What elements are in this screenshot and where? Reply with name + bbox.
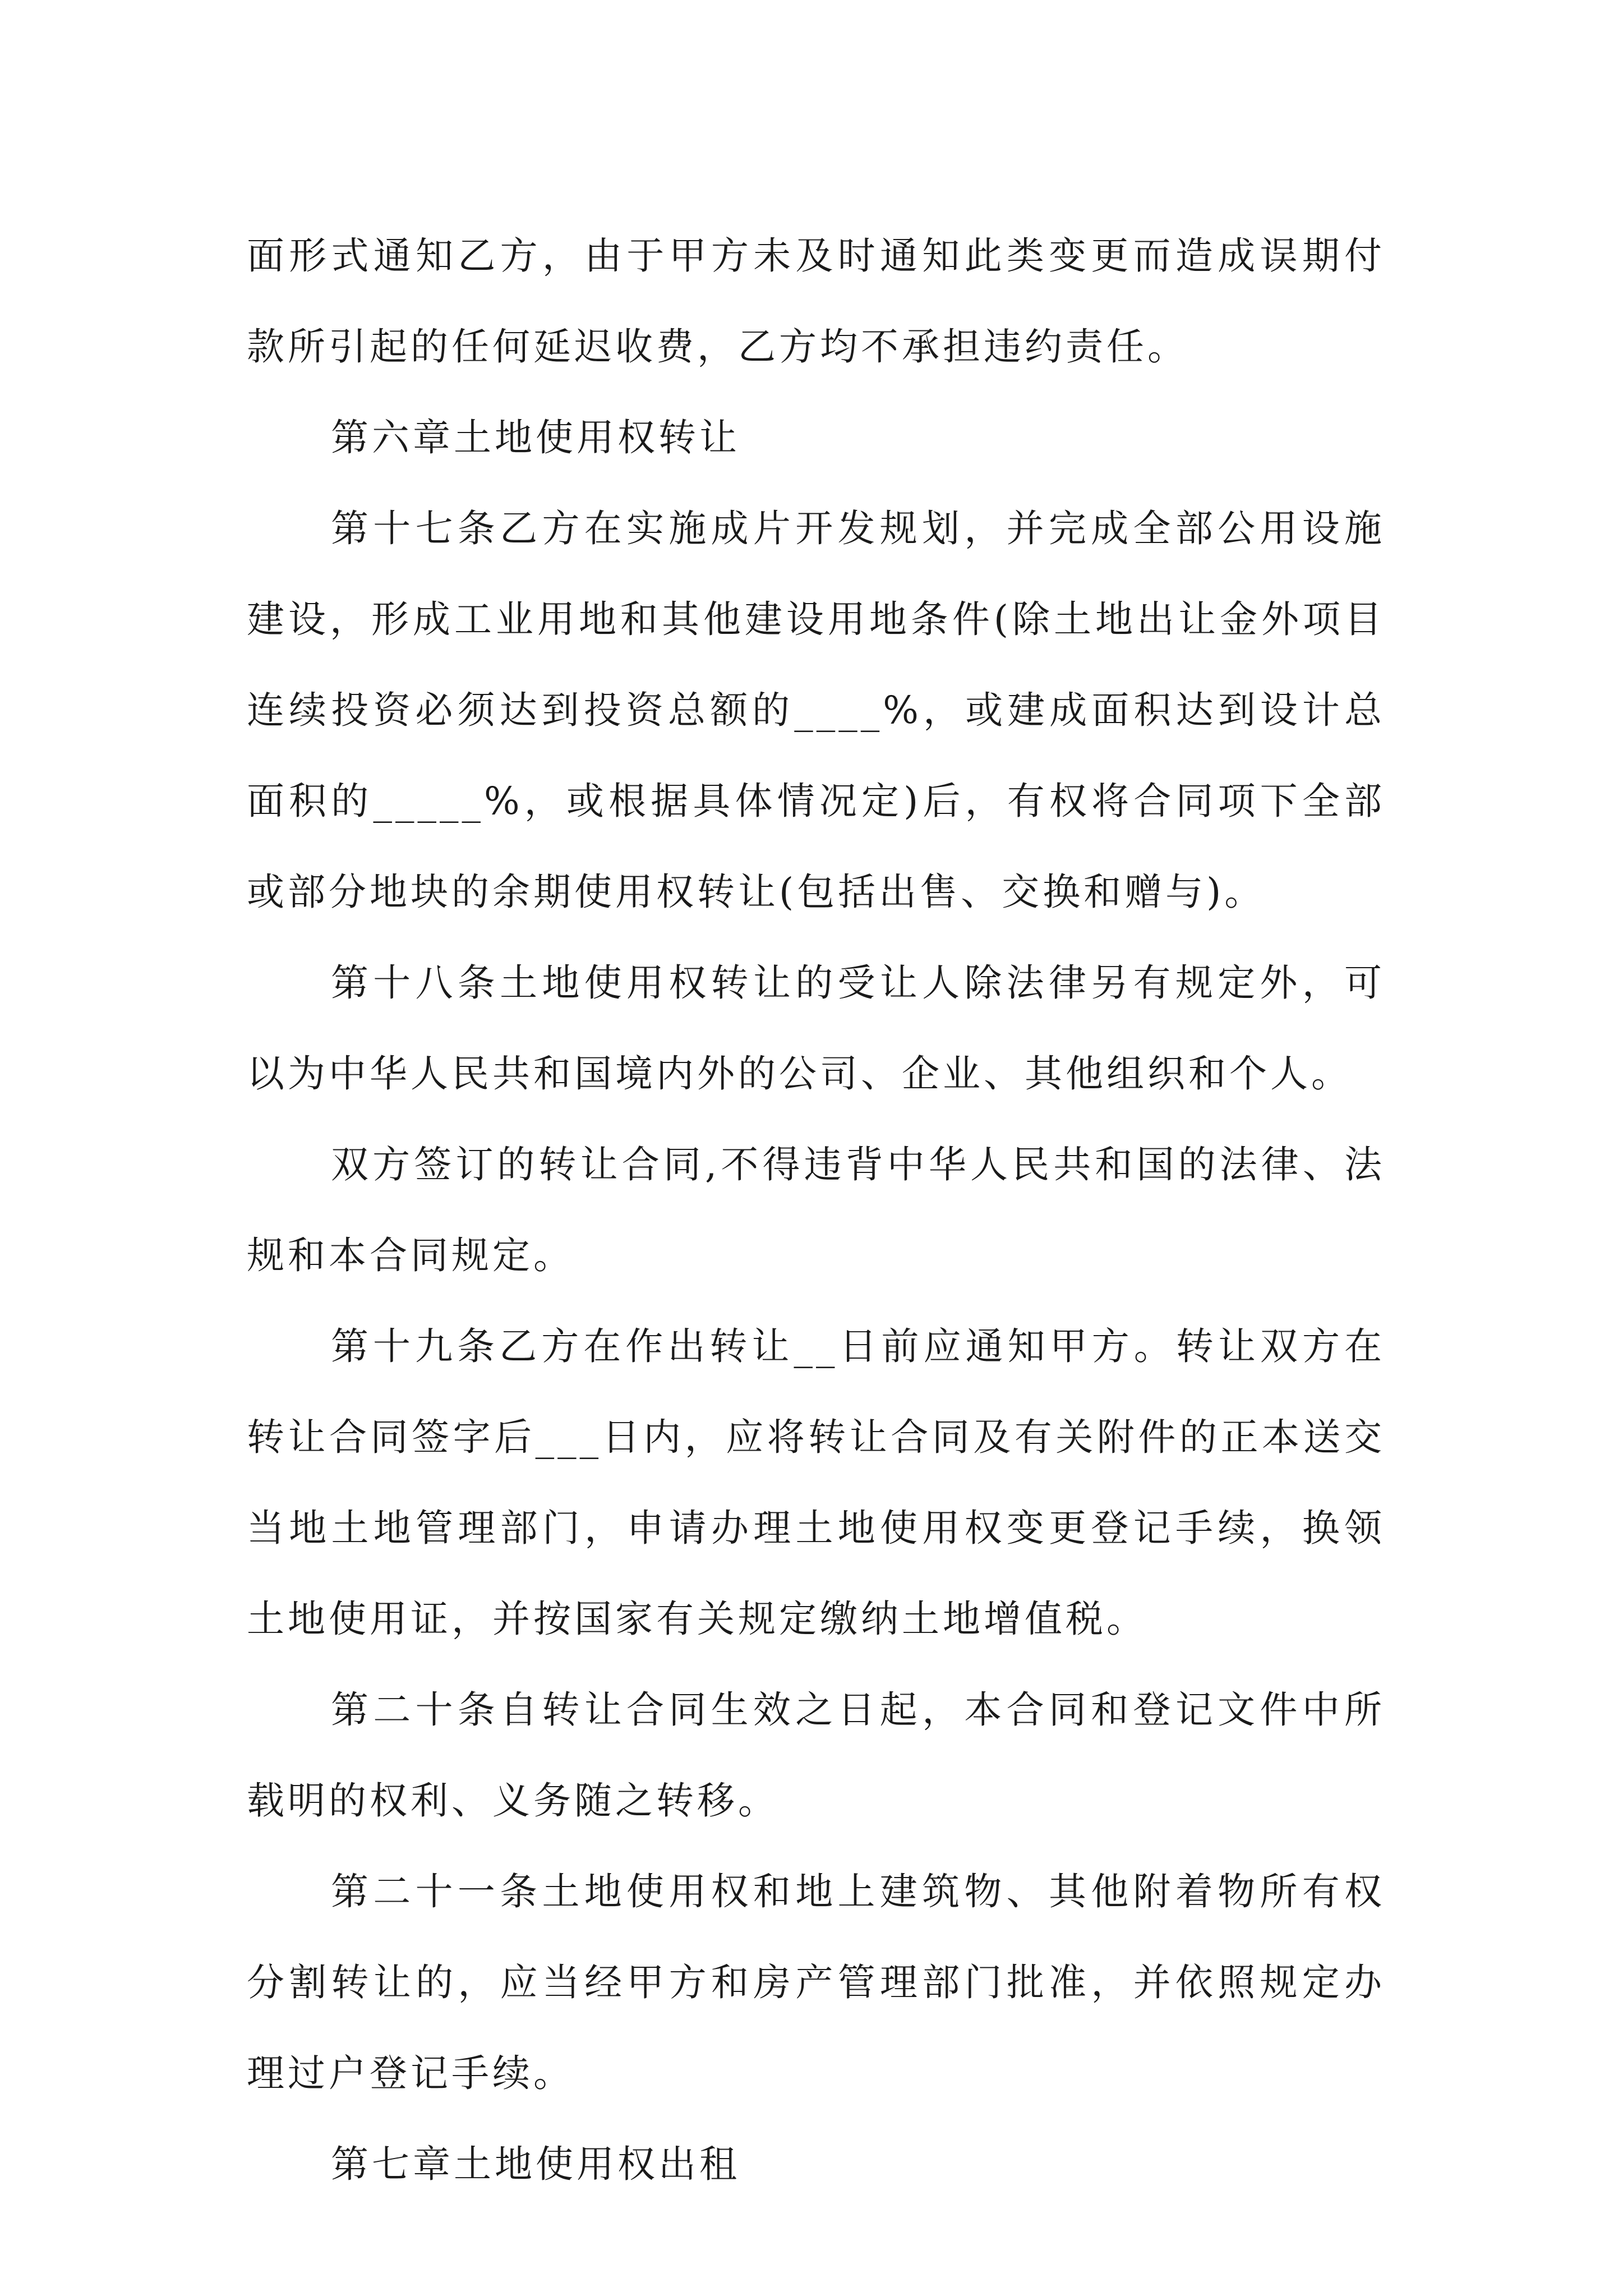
article-17: 第十七条乙方在实施成片开发规划，并完成全部公用设施建设，形成工业用地和其他建设用地条件(除土地出让金外项目连续投资必须达到投资总额的____%，或建成面积达到设计总面积的_____%，或根据具体情况定)后，有权将合同项下全部或部分地块的余期使用权转让(包括出售、交换和赠与)。 bbox=[247, 507, 1385, 914]
chapter-heading-6: 第六章土地使用权转让 bbox=[331, 416, 740, 459]
chapter-heading-7: 第七章土地使用权出租 bbox=[331, 2142, 740, 2186]
article-18: 第十八条土地使用权转让的受让人除法律另有规定外，可以为中华人民共和国境内外的公司、企业、其他组织和个人。 bbox=[247, 961, 1385, 1096]
article-19: 第十九条乙方在作出转让__日前应通知甲方。转让双方在转让合同签字后___日内，应将转让合同及有关附件的正本送交当地土地管理部门，申请办理土地使用权变更登记手续，换领土地使用证，并按国家有关规定缴纳土地增值税。 bbox=[247, 1324, 1385, 1641]
article-20: 第二十条自转让合同生效之日起，本合同和登记文件中所载明的权利、义务随之转移。 bbox=[247, 1688, 1385, 1823]
document-body bbox=[247, 210, 1385, 2210]
paragraph-continuation: 面形式通知乙方，由于甲方未及时通知此类变更而造成误期付款所引起的任何延迟收费，乙方均不承担违约责任。 bbox=[247, 234, 1385, 369]
transfer-contract-clause: 双方签订的转让合同,不得违背中华人民共和国的法律、法规和本合同规定。 bbox=[247, 1143, 1385, 1277]
article-21: 第二十一条土地使用权和地上建筑物、其他附着物所有权分割转让的，应当经甲方和房产管理部门批准，并依照规定办理过户登记手续。 bbox=[247, 1870, 1385, 2095]
